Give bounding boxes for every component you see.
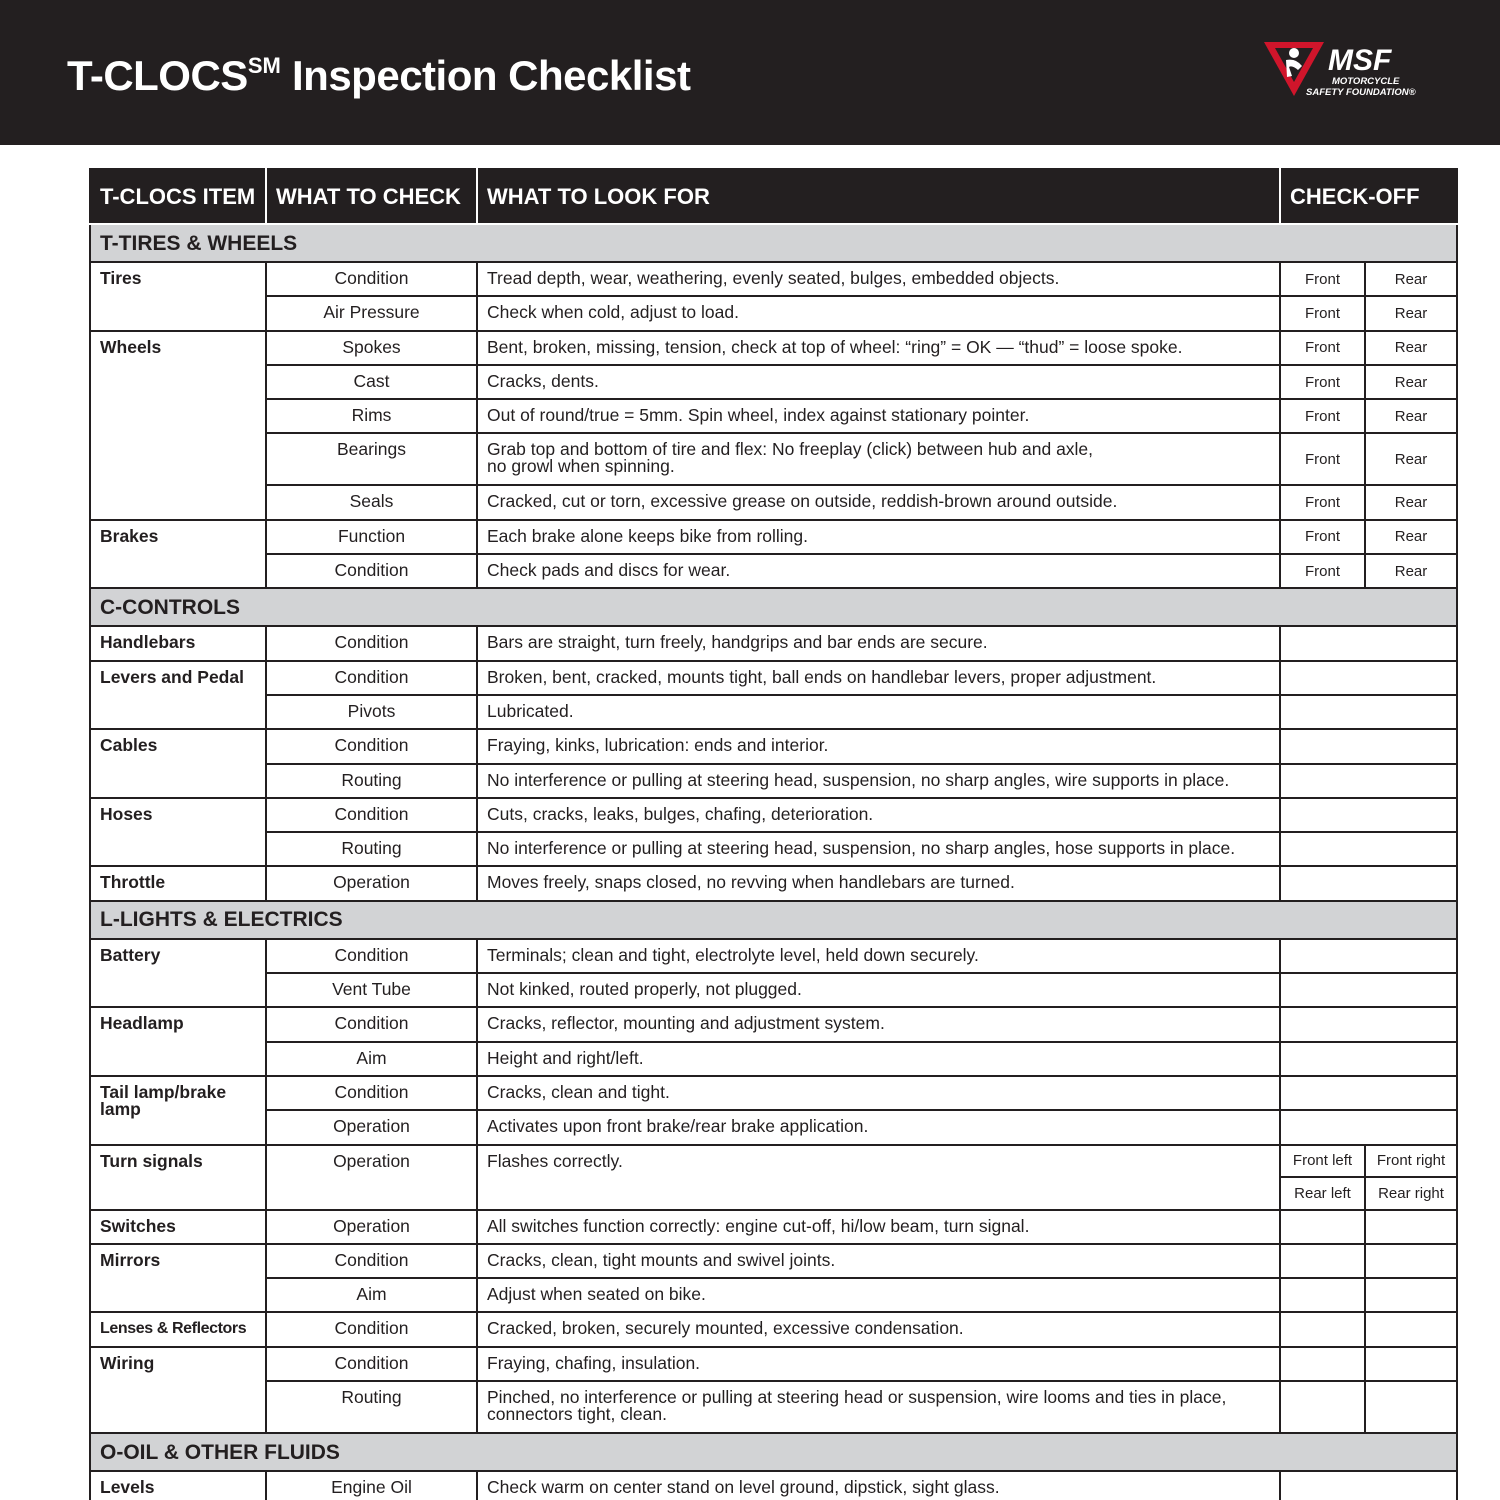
table-row [90, 1007, 1457, 1041]
check-cell: Rims [266, 399, 477, 433]
section-title: C-CONTROLS [90, 588, 1457, 626]
look-cell: Height and right/left. [477, 1042, 1280, 1076]
page-title [67, 52, 690, 100]
check-cell: Routing [266, 1381, 477, 1433]
logo-line-2: SAFETY FOUNDATION® [1306, 87, 1416, 98]
item-cell: Battery [90, 939, 266, 1008]
col-header-item: T-CLOCS ITEM [90, 169, 266, 224]
checkoff-box[interactable]: Front left [1280, 1145, 1365, 1178]
checkoff-box[interactable] [1365, 1210, 1457, 1244]
item-cell: Cables [90, 729, 266, 798]
check-cell: Condition [266, 729, 477, 763]
item-cell: Mirrors [90, 1244, 266, 1313]
checkoff-box[interactable] [1365, 1278, 1457, 1312]
checkoff-box[interactable] [1280, 1076, 1457, 1110]
section-title: T-TIRES & WHEELS [90, 224, 1457, 262]
table-row [90, 729, 1457, 763]
checkoff-box[interactable]: Rear [1365, 365, 1457, 399]
section-row [90, 1433, 1457, 1471]
page-header [0, 0, 1500, 145]
checkoff-box[interactable] [1280, 1042, 1457, 1076]
checkoff-box[interactable]: Front right [1365, 1145, 1457, 1178]
check-cell: Seals [266, 485, 477, 519]
table-row [90, 1278, 1457, 1312]
table-row [90, 832, 1457, 866]
checkoff-box[interactable] [1280, 661, 1457, 695]
table-row [90, 661, 1457, 695]
table-row [90, 554, 1457, 588]
table-row [90, 1381, 1457, 1433]
checkoff-box[interactable] [1280, 1244, 1365, 1278]
checkoff-box[interactable] [1280, 1347, 1365, 1381]
checkoff-box[interactable] [1280, 695, 1457, 729]
look-cell: No interference or pulling at steering head, suspension, no sharp angles, wire supports in place. [477, 764, 1280, 798]
table-row [90, 485, 1457, 519]
checkoff-box[interactable]: Rear [1365, 433, 1457, 485]
table-row [90, 1042, 1457, 1076]
look-cell: Not kinked, routed properly, not plugged. [477, 973, 1280, 1007]
check-cell: Bearings [266, 433, 477, 485]
check-cell: Condition [266, 1076, 477, 1110]
look-cell: Moves freely, snaps closed, no revving when handlebars are turned. [477, 866, 1280, 900]
check-cell: Operation [266, 866, 477, 900]
look-cell: Activates upon front brake/rear brake application. [477, 1110, 1280, 1144]
check-cell: Condition [266, 626, 477, 660]
checkoff-box[interactable] [1280, 866, 1457, 900]
look-cell: Check pads and discs for wear. [477, 554, 1280, 588]
item-cell: Switches [90, 1210, 266, 1244]
look-line: Pinched, no interference or pulling at steering head or suspension, wire looms and ties in place, [487, 1387, 1227, 1408]
table-row [90, 399, 1457, 433]
checkoff-box[interactable]: Front [1280, 485, 1365, 519]
table-row [90, 939, 1457, 973]
checkoff-box[interactable] [1365, 1381, 1457, 1433]
check-cell: Function [266, 520, 477, 554]
check-cell: Engine Oil [266, 1471, 477, 1500]
checkoff-box[interactable] [1280, 973, 1457, 1007]
check-cell: Condition [266, 661, 477, 695]
check-cell: Condition [266, 1007, 477, 1041]
checkoff-box[interactable]: Front [1280, 520, 1365, 554]
check-cell: Condition [266, 1312, 477, 1346]
look-cell: Cuts, cracks, leaks, bulges, chafing, deterioration. [477, 798, 1280, 832]
check-cell: Spokes [266, 331, 477, 365]
check-cell: Pivots [266, 695, 477, 729]
logo-line-1: MOTORCYCLE [1332, 76, 1400, 87]
table-row [90, 798, 1457, 832]
checkoff-box[interactable]: Rear [1365, 262, 1457, 296]
logo-mark: MSF [1328, 44, 1392, 77]
check-cell: Condition [266, 1244, 477, 1278]
checkoff-box[interactable]: Front [1280, 554, 1365, 588]
checkoff-box[interactable] [1280, 1278, 1365, 1312]
table-row [90, 1244, 1457, 1278]
title-main: T-CLOCS [67, 52, 248, 99]
look-cell: Cracks, clean, tight mounts and swivel joints. [477, 1244, 1280, 1278]
check-cell: Condition [266, 1347, 477, 1381]
section-title: O-OIL & OTHER FLUIDS [90, 1433, 1457, 1471]
item-cell: Tires [90, 262, 266, 331]
check-cell: Condition [266, 554, 477, 588]
table-row [90, 1471, 1457, 1500]
check-cell: Condition [266, 262, 477, 296]
look-cell [477, 1381, 1280, 1433]
checkoff-box[interactable] [1365, 1347, 1457, 1381]
look-cell: Bent, broken, missing, tension, check at top of wheel: “ring” = OK — “thud” = loose spoke. [477, 331, 1280, 365]
checkoff-box[interactable]: Front [1280, 331, 1365, 365]
table-row [90, 262, 1457, 296]
check-cell: Cast [266, 365, 477, 399]
look-cell: Fraying, kinks, lubrication: ends and interior. [477, 729, 1280, 763]
look-cell: Adjust when seated on bike. [477, 1278, 1280, 1312]
check-cell: Operation [266, 1210, 477, 1244]
check-cell: Aim [266, 1042, 477, 1076]
checkoff-box[interactable]: Rear [1365, 485, 1457, 519]
checkoff-box[interactable] [1280, 626, 1457, 660]
table-row [90, 331, 1457, 365]
look-cell: Cracked, broken, securely mounted, excessive condensation. [477, 1312, 1280, 1346]
table-row [90, 520, 1457, 554]
title-rest: Inspection Checklist [280, 52, 691, 99]
check-cell: Vent Tube [266, 973, 477, 1007]
table-row [90, 764, 1457, 798]
look-cell: Terminals; clean and tight, electrolyte level, held down securely. [477, 939, 1280, 973]
item-cell: Brakes [90, 520, 266, 589]
checkoff-box[interactable]: Front [1280, 262, 1365, 296]
table-row [90, 433, 1457, 485]
look-cell: Fraying, chafing, insulation. [477, 1347, 1280, 1381]
table-row [90, 1312, 1457, 1346]
look-line: no growl when spinning. [487, 456, 675, 477]
checkoff-box[interactable]: Rear [1365, 296, 1457, 330]
item-cell: Tail lamp/brake lamp [90, 1076, 266, 1145]
look-cell: Each brake alone keeps bike from rolling. [477, 520, 1280, 554]
look-cell: Out of round/true = 5mm. Spin wheel, index against stationary pointer. [477, 399, 1280, 433]
item-cell: Hoses [90, 798, 266, 867]
checkoff-box[interactable]: Rear [1365, 399, 1457, 433]
checkoff-box[interactable] [1280, 832, 1457, 866]
checkoff-box[interactable]: Rear [1365, 554, 1457, 588]
table-row [90, 296, 1457, 330]
msf-logo [1262, 40, 1442, 102]
check-cell: Condition [266, 939, 477, 973]
check-cell: Aim [266, 1278, 477, 1312]
item-cell: Wiring [90, 1347, 266, 1433]
checkoff-box[interactable] [1280, 1007, 1457, 1041]
look-cell: No interference or pulling at steering head, suspension, no sharp angles, hose supports in place. [477, 832, 1280, 866]
logo-rider-head-icon [1289, 48, 1299, 58]
look-cell: Cracks, clean and tight. [477, 1076, 1280, 1110]
checkoff-box[interactable] [1280, 729, 1457, 763]
table-row [90, 866, 1457, 900]
col-header-check-off: CHECK-OFF [1280, 169, 1457, 224]
checkoff-box[interactable] [1280, 1381, 1365, 1433]
checkoff-box[interactable] [1365, 1244, 1457, 1278]
check-cell: Operation [266, 1145, 477, 1210]
look-cell: Check when cold, adjust to load. [477, 296, 1280, 330]
section-row [90, 901, 1457, 939]
section-title: L-LIGHTS & ELECTRICS [90, 901, 1457, 939]
item-cell: Levels [90, 1471, 266, 1500]
look-cell: Lubricated. [477, 695, 1280, 729]
look-cell: Flashes correctly. [477, 1145, 1280, 1210]
checkoff-box[interactable] [1280, 939, 1457, 973]
look-cell [477, 433, 1280, 485]
look-cell: Bars are straight, turn freely, handgrips and bar ends are secure. [477, 626, 1280, 660]
checkoff-box[interactable] [1280, 764, 1457, 798]
checkoff-box[interactable]: Front [1280, 296, 1365, 330]
item-cell: Throttle [90, 866, 266, 900]
look-cell: All switches function correctly: engine cut-off, hi/low beam, turn signal. [477, 1210, 1280, 1244]
checkoff-box[interactable] [1280, 1471, 1457, 1500]
table-row [90, 626, 1457, 660]
checkoff-box[interactable] [1280, 798, 1457, 832]
check-cell: Routing [266, 764, 477, 798]
look-cell: Broken, bent, cracked, mounts tight, ball ends on handlebar levers, proper adjustment. [477, 661, 1280, 695]
table-row [90, 695, 1457, 729]
table-row [90, 1347, 1457, 1381]
look-cell: Cracked, cut or torn, excessive grease on outside, reddish-brown around outside. [477, 485, 1280, 519]
table-row [90, 1076, 1457, 1110]
table-row [90, 1110, 1457, 1144]
look-line: Grab top and bottom of tire and flex: No freeplay (click) between hub and axle, [487, 439, 1094, 460]
section-row [90, 588, 1457, 626]
table-row [90, 973, 1457, 1007]
item-cell: Levers and Pedal [90, 661, 266, 730]
look-cell: Check warm on center stand on level ground, dipstick, sight glass. [477, 1471, 1280, 1500]
check-cell: Condition [266, 798, 477, 832]
item-cell: Handlebars [90, 626, 266, 660]
item-cell: Turn signals [90, 1145, 266, 1210]
item-cell: Headlamp [90, 1007, 266, 1076]
title-service-mark: SM [247, 53, 281, 78]
checkoff-box[interactable]: Front [1280, 433, 1365, 485]
check-cell: Routing [266, 832, 477, 866]
checkoff-box[interactable]: Rear [1365, 331, 1457, 365]
checkoff-box[interactable] [1280, 1110, 1457, 1144]
checkoff-box[interactable] [1280, 1210, 1365, 1244]
checkoff-box[interactable]: Front [1280, 365, 1365, 399]
table-row [90, 365, 1457, 399]
col-header-what-to-check: WHAT TO CHECK [266, 169, 477, 224]
item-cell: Lenses & Reflectors [90, 1312, 266, 1346]
checkoff-box[interactable] [1365, 1312, 1457, 1346]
col-header-what-to-look-for: WHAT TO LOOK FOR [477, 169, 1280, 224]
table-row [90, 1145, 1457, 1178]
look-line: connectors tight, clean. [487, 1404, 667, 1425]
check-cell: Operation [266, 1110, 477, 1144]
table-header-row [90, 169, 1457, 224]
table-row [90, 1210, 1457, 1244]
checkoff-box[interactable]: Front [1280, 399, 1365, 433]
section-row [90, 224, 1457, 262]
look-cell: Cracks, dents. [477, 365, 1280, 399]
checkoff-box[interactable] [1280, 1312, 1365, 1346]
inspection-checklist-table [89, 168, 1458, 1500]
item-cell: Wheels [90, 331, 266, 520]
check-cell: Air Pressure [266, 296, 477, 330]
checkoff-box[interactable]: Rear [1365, 520, 1457, 554]
checkoff-box[interactable]: Rear left [1280, 1177, 1365, 1210]
look-cell: Cracks, reflector, mounting and adjustment system. [477, 1007, 1280, 1041]
look-cell: Tread depth, wear, weathering, evenly seated, bulges, embedded objects. [477, 262, 1280, 296]
checkoff-box[interactable]: Rear right [1365, 1177, 1457, 1210]
